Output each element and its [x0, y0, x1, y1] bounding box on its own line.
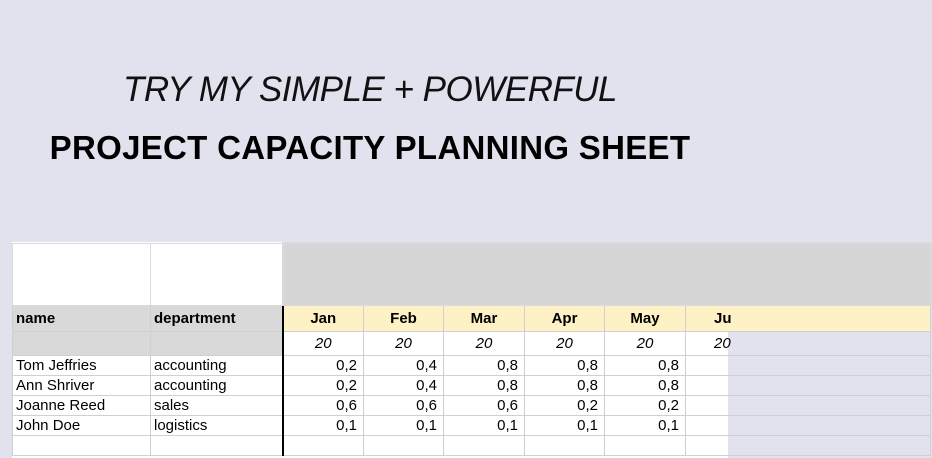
- header-month[interactable]: Feb: [364, 305, 444, 331]
- cell-value[interactable]: 0,8: [605, 375, 686, 395]
- table-row: [13, 395, 931, 415]
- cell-value[interactable]: 0,6: [283, 395, 364, 415]
- month-group-band[interactable]: [283, 243, 931, 305]
- cell-department[interactable]: accounting: [151, 355, 283, 375]
- base-days-cell[interactable]: 20: [283, 331, 364, 355]
- cell-value[interactable]: [686, 375, 931, 395]
- cell-department[interactable]: logistics: [151, 415, 283, 435]
- header-month[interactable]: Mar: [444, 305, 525, 331]
- base-label-cell[interactable]: [151, 331, 283, 355]
- cell-name[interactable]: Ann Shriver: [13, 375, 151, 395]
- cell-name[interactable]: Joanne Reed: [13, 395, 151, 415]
- cell-value[interactable]: 0,1: [283, 415, 364, 435]
- empty-cell[interactable]: [13, 435, 151, 455]
- headline-tagline: TRY MY SIMPLE + POWERFUL: [123, 70, 617, 109]
- base-days-cell[interactable]: 20: [686, 331, 931, 355]
- empty-cell[interactable]: [151, 435, 283, 455]
- empty-cell[interactable]: [686, 435, 931, 455]
- cell-value[interactable]: 0,1: [444, 415, 525, 435]
- cell-value[interactable]: 0,1: [525, 415, 605, 435]
- cell-value[interactable]: 0,2: [525, 395, 605, 415]
- cell-value[interactable]: 0,6: [364, 395, 444, 415]
- header-month[interactable]: May: [605, 305, 686, 331]
- table-row: [13, 355, 931, 375]
- cell-department[interactable]: sales: [151, 395, 283, 415]
- cell-value[interactable]: 0,8: [605, 355, 686, 375]
- base-days-cell[interactable]: 20: [525, 331, 605, 355]
- cell-value[interactable]: 0,4: [364, 355, 444, 375]
- cell-value[interactable]: [686, 355, 931, 375]
- empty-cell[interactable]: [605, 435, 686, 455]
- base-label-cell[interactable]: [13, 331, 151, 355]
- base-days-cell[interactable]: 20: [605, 331, 686, 355]
- cell-value[interactable]: 0,1: [605, 415, 686, 435]
- header-month[interactable]: Apr: [525, 305, 605, 331]
- empty-cell[interactable]: [444, 435, 525, 455]
- header-name[interactable]: name: [13, 305, 151, 331]
- cell-value[interactable]: 0,8: [525, 375, 605, 395]
- cell-value[interactable]: 0,8: [444, 355, 525, 375]
- blank-cell[interactable]: [151, 243, 283, 305]
- cell-value[interactable]: 0,8: [525, 355, 605, 375]
- capacity-table: [12, 242, 932, 456]
- table-row: [13, 435, 931, 455]
- empty-cell[interactable]: [525, 435, 605, 455]
- header-month[interactable]: Jan: [283, 305, 364, 331]
- table-row: [13, 415, 931, 435]
- header-department[interactable]: department: [151, 305, 283, 331]
- spreadsheet: [12, 242, 732, 458]
- cell-value[interactable]: 0,8: [444, 375, 525, 395]
- cell-value[interactable]: [686, 415, 931, 435]
- base-days-cell[interactable]: 20: [364, 331, 444, 355]
- cell-name[interactable]: John Doe: [13, 415, 151, 435]
- headline-title: PROJECT CAPACITY PLANNING SHEET: [49, 129, 691, 166]
- empty-cell[interactable]: [283, 435, 364, 455]
- cell-value[interactable]: 0,2: [283, 355, 364, 375]
- base-days-cell[interactable]: 20: [444, 331, 525, 355]
- cell-name[interactable]: Tom Jeffries: [13, 355, 151, 375]
- empty-cell[interactable]: [364, 435, 444, 455]
- cell-value[interactable]: 0,2: [605, 395, 686, 415]
- blank-cell[interactable]: [13, 243, 151, 305]
- cell-department[interactable]: accounting: [151, 375, 283, 395]
- cell-value[interactable]: 0,1: [364, 415, 444, 435]
- header-month[interactable]: Ju: [686, 305, 931, 331]
- table-row: [13, 375, 931, 395]
- cell-value[interactable]: 0,6: [444, 395, 525, 415]
- cell-value[interactable]: 0,4: [364, 375, 444, 395]
- cell-value[interactable]: [686, 395, 931, 415]
- cell-value[interactable]: 0,2: [283, 375, 364, 395]
